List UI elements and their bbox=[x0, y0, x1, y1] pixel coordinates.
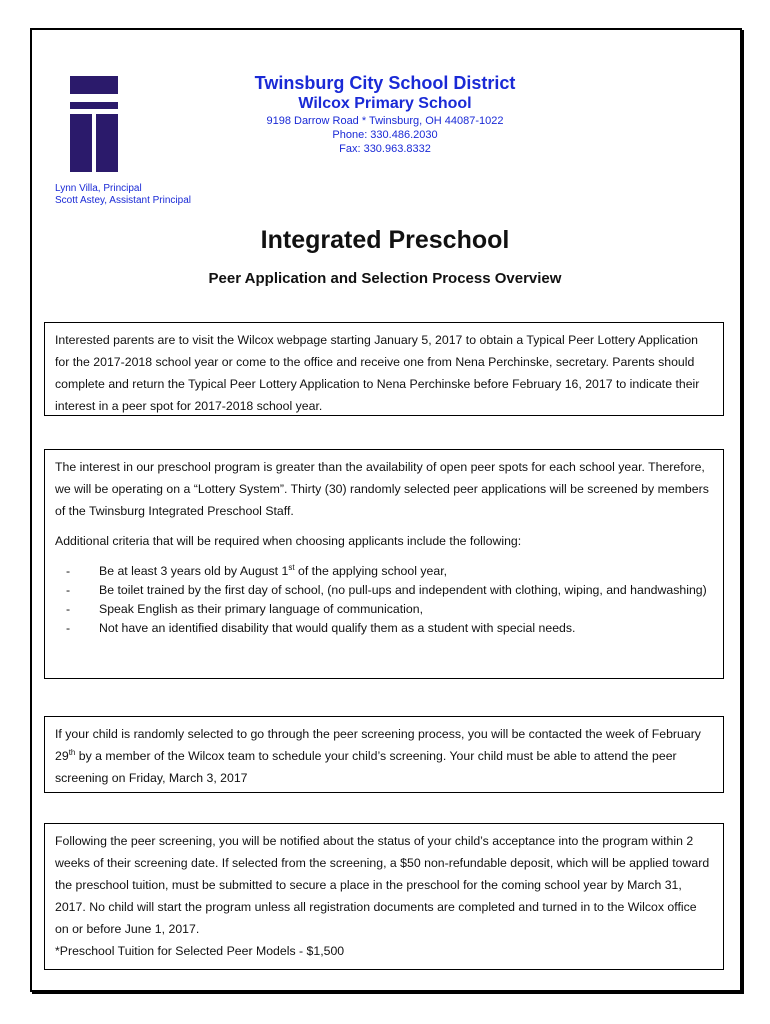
screening-section bbox=[44, 716, 724, 793]
screening-text bbox=[55, 723, 713, 789]
list-dash: - bbox=[66, 583, 71, 597]
criteria-age-after: of the applying school year, bbox=[294, 564, 448, 578]
logo-top-bar bbox=[70, 76, 118, 94]
lottery-text: The interest in our preschool program is greater than the availability of open peer spots for each school year. Therefore, we will be operating on a “Lottery System”. Thirty (30) randomly selected peer applications will be screened by members of the Twinsburg Integrated Preschool Staff. bbox=[55, 460, 709, 518]
criteria-disability-text: Not have an identified disability that would qualify them as a student with special needs. bbox=[99, 621, 576, 635]
school-phone: Phone: 330.486.2030 bbox=[332, 129, 438, 141]
application-section bbox=[44, 322, 724, 416]
logo-right-leg bbox=[96, 114, 118, 172]
criteria-age bbox=[55, 562, 713, 581]
screening-text-after: by a member of the Wilcox team to schedule your child’s screening. Your child must be able to attend the peer screening on Friday, March 3, 2017 bbox=[55, 749, 677, 785]
staff-list bbox=[55, 183, 191, 207]
application-text: Interested parents are to visit the Wilcox webpage starting January 5, 2017 to obtain a Typical Peer Lottery Application for the 2017-2018 school year or come to the office and receive one from Nena Perchinske, secretary. Parents should complete and return the Typical Peer Lottery Application to Nena Perchinske before February 16, 2017 to indicate their interest in a peer spot for 2017-2018 school year. bbox=[55, 333, 700, 413]
school-district-logo-icon bbox=[70, 76, 118, 172]
criteria-disability bbox=[55, 619, 713, 638]
criteria-toilet bbox=[55, 581, 713, 600]
criteria-list bbox=[55, 562, 713, 638]
criteria-age-sup: st bbox=[288, 562, 295, 572]
screening-text-before: If your child is randomly selected to go through the peer screening process, you will be contacted the week of February 29 bbox=[55, 727, 701, 763]
principal-name: Lynn Villa, Principal bbox=[55, 183, 142, 194]
acceptance-section bbox=[44, 823, 724, 970]
letterhead bbox=[180, 72, 590, 156]
criteria-toilet-text: Be toilet trained by the first day of school, (no pull-ups and independent with clothing, wiping, and handwashing) bbox=[99, 583, 707, 597]
district-name: Twinsburg City School District bbox=[254, 73, 516, 93]
criteria-age-before: Be at least 3 years old by August 1 bbox=[99, 564, 289, 578]
screening-sup: th bbox=[68, 747, 76, 757]
school-address: 9198 Darrow Road * Twinsburg, OH 44087-1022 bbox=[266, 115, 504, 127]
tuition-text: *Preschool Tuition for Selected Peer Models - $1,500 bbox=[55, 944, 345, 958]
logo-left-leg bbox=[70, 114, 92, 172]
assistant-principal-name: Scott Astey, Assistant Principal bbox=[55, 195, 191, 206]
list-dash: - bbox=[66, 564, 71, 578]
acceptance-text: Following the peer screening, you will be notified about the status of your child’s acceptance into the program within 2 weeks of their screening date. If selected from the screening, a $50 non-refundable deposit, which will be applied toward the preschool tuition, must be submitted to secure a place in the preschool for the coming school year by March 31, 2017. No child will start the program unless all registration documents are completed and turned in to the Wilcox office on or before June 1, 2017. bbox=[55, 834, 710, 936]
lottery-section bbox=[44, 449, 724, 679]
list-dash: - bbox=[66, 602, 71, 616]
document-title: Integrated Preschool bbox=[260, 226, 510, 254]
school-name: Wilcox Primary School bbox=[298, 95, 472, 112]
criteria-intro: Additional criteria that will be required when choosing applicants include the following: bbox=[55, 534, 522, 548]
school-fax: Fax: 330.963.8332 bbox=[339, 143, 431, 155]
criteria-english-text: Speak English as their primary language of communication, bbox=[99, 602, 423, 616]
criteria-english bbox=[55, 600, 713, 619]
document-subtitle: Peer Application and Selection Process Overview bbox=[208, 270, 562, 287]
list-dash: - bbox=[66, 621, 71, 635]
logo-middle-bar bbox=[70, 102, 118, 109]
